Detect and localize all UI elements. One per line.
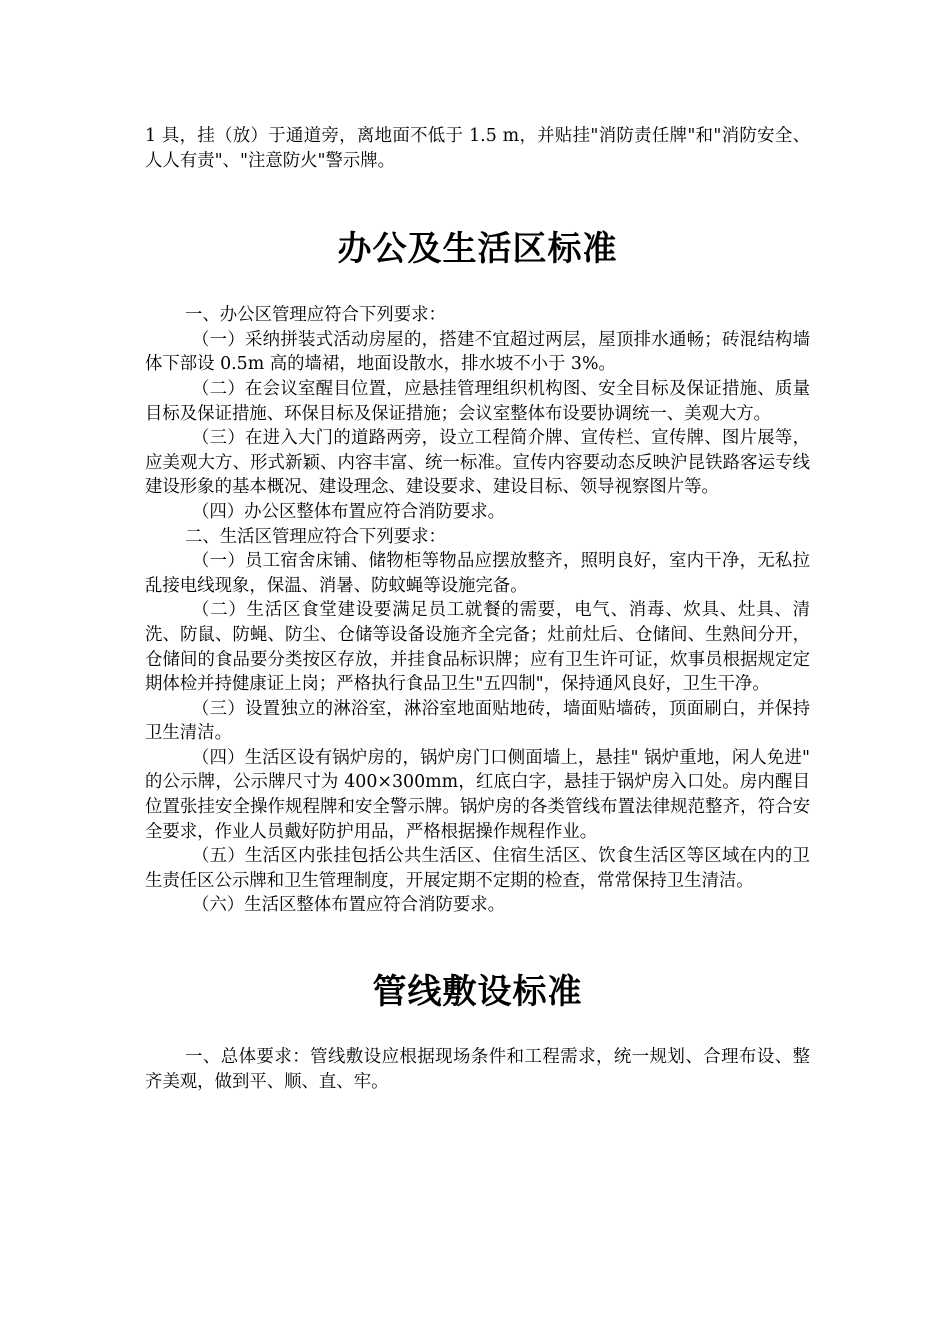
section-title-pipeline: 管线敷设标准 (372, 972, 583, 1013)
office-requirements-heading: 一、办公区管理应符合下列要求： (185, 305, 446, 326)
living-item-6: （六）生活区整体布置应符合消防要求。 (192, 895, 506, 916)
section-title-office-living: 办公及生活区标准 (337, 229, 618, 270)
office-item-1: （一）采纳拼装式活动房屋的，搭建不宜超过两层，屋顶排水通畅；砖混结构墙体下部设 0.5m 高的墙裙，地面设散水，排水坡不小于 3%。 (145, 329, 810, 375)
document-page (145, 124, 810, 1094)
office-item-4: （四）办公区整体布置应符合消防要求。 (192, 501, 506, 522)
living-item-4: （四）生活区设有锅炉房的，锅炉房门口侧面墙上，悬挂" 锅炉重地，闲人免进" 的公示牌，公示牌尺寸为 400×300mm，红底白字，悬挂于锅炉房入口处。房内醒目位置张挂安全操作规程牌和安全警示牌。锅炉房的各类管线布置法律规范整齐，符合安全要求，作业人员戴好防护用品，严格根据操作规程作业。 (145, 747, 810, 842)
living-item-3: （三）设置独立的淋浴室，淋浴室地面贴地砖，墙面贴墙砖，顶面刷白，并保持卫生清洁。 (145, 698, 810, 744)
living-item-2: （二）生活区食堂建设要满足员工就餐的需要，电气、消毒、炊具、灶具、清洗、防鼠、防蝇、防尘、仓储等设备设施齐全完备；灶前灶后、仓储间、生熟间分开，仓储间的食品要分类按区存放，并挂食品标识牌；应有卫生许可证，炊事员根据规定定期体检并持健康证上岗；严格执行食品卫生"五四制"，保持通风良好，卫生干净。 (145, 600, 810, 695)
intro-paragraph: 1 具，挂（放）于通道旁，离地面不低于 1.5 m，并贴挂"消防责任牌"和"消防安全、人人有责"、"注意防火"警示牌。 (145, 126, 810, 171)
office-item-2: （二）在会议室醒目位置，应悬挂管理组织机构图、安全目标及保证措施、质量目标及保证措施、环保目标及保证措施；会议室整体布设要协调统一、美观大方。 (145, 378, 810, 424)
living-requirements-heading: 二、生活区管理应符合下列要求： (185, 526, 446, 547)
pipeline-general-requirements: 一、总体要求：管线敷设应根据现场条件和工程需求，统一规划、合理布设、整齐美观，做到平、顺、直、牢。 (145, 1047, 810, 1092)
living-item-5: （五）生活区内张挂包括公共生活区、住宿生活区、饮食生活区等区域在内的卫生责任区公示牌和卫生管理制度，开展定期不定期的检查，常常保持卫生清洁。 (145, 846, 810, 891)
living-item-1: （一）员工宿舍床铺、储物柜等物品应摆放整齐，照明良好，室内干净，无私拉乱接电线现象，保温、消暑、防蚊蝇等设施完备。 (145, 551, 810, 596)
office-item-3: （三）在进入大门的道路两旁，设立工程简介牌、宣传栏、宣传牌、图片展等，应美观大方、形式新颖、内容丰富、统一标准。宣传内容要动态反映沪昆铁路客运专线建设形象的基本概况、建设理念、建设要求、建设目标、领导视察图片等。 (145, 428, 810, 498)
